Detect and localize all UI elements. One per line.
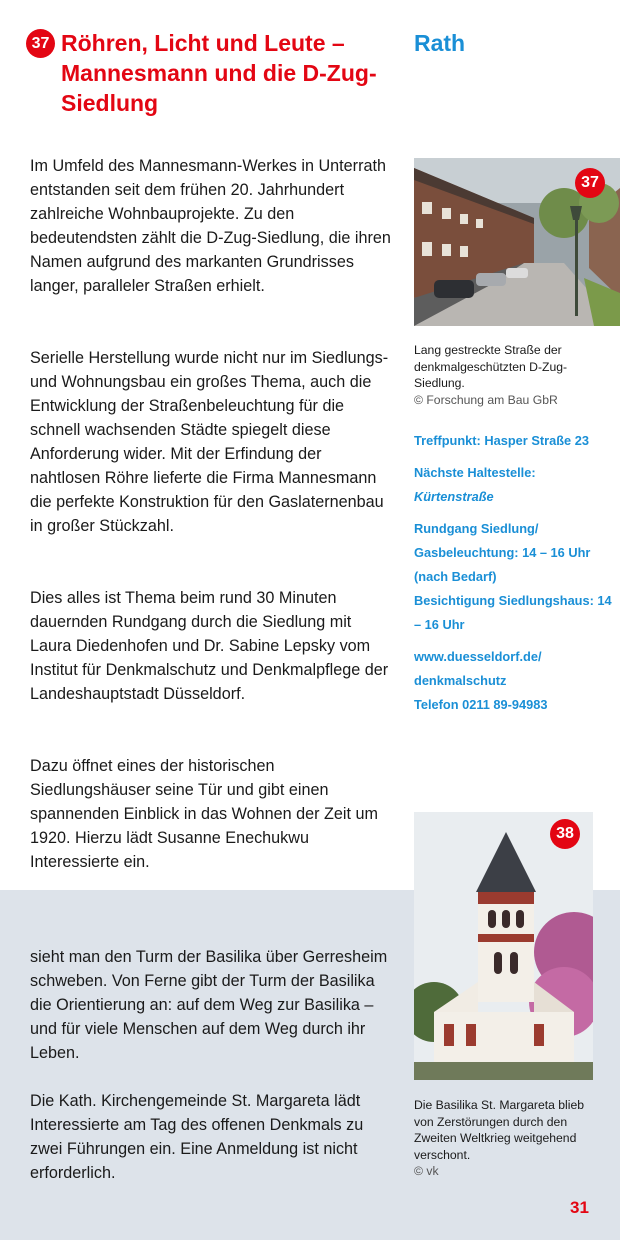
photo-badge-37: 37 [575,168,605,198]
caption-text: Lang gestreckte Straße der denkmalgeschützten D-Zug-Siedlung. [414,343,568,390]
tour-times: Rundgang Siedlung/ Gasbeleuchtung: 14 – 16 Uhr (nach Bedarf) [414,521,591,584]
meeting-point: Treffpunkt: Hasper Straße 23 [414,433,589,448]
body-paragraph-4: Dazu öffnet eines der historischen Siedlungshäuser seine Tür und gibt einen spannenden Einblick in das Wohnen der Zeit um 1920. Hierzu lädt Susanne Enechukwu Interessierte ein. [30,757,378,871]
site-number-badge: 37 [26,29,55,58]
basilica-photo-image [414,812,593,1080]
website-link[interactable]: www.duesseldorf.de/ denkmalschutz [414,649,542,688]
nearest-stop-name: Kürtenstraße [414,489,494,504]
body-paragraph-3: Dies alles ist Thema beim rund 30 Minuten dauernden Rundgang durch die Siedlung mit Laura Diedenhofen und Dr. Sabine Lepsky vom Institut für Denkmalschutz und Denkmalpflege der Landeshauptstadt Düsseldorf. [30,589,389,703]
photo-caption-37 [414,342,604,408]
page-number: 31 [570,1198,589,1217]
photo-credit: © vk [414,1164,439,1178]
body-paragraph-5: sieht man den Turm der Basilika über Gerresheim schweben. Von Ferne gibt der Turm der Basilika die Orientierung an: auf dem Weg zur Basilika – und für viele Menschen auf dem Weg durch ihr Leben. [30,948,388,1062]
street-photo [414,158,620,326]
nearest-stop-label: Nächste Haltestelle: [414,465,536,480]
page-title: Röhren, Licht und Leute – Mannesmann und die D-Zug-Siedlung [61,30,377,116]
photo-credit: © Forschung am Bau GbR [414,392,558,407]
photo-caption-38 [414,1097,599,1180]
basilica-photo [414,812,593,1080]
photo-badge-38: 38 [550,819,580,849]
visit-times: Besichtigung Siedlungshaus: 14 – 16 Uhr [414,593,612,632]
nearest-stop [414,461,614,509]
district-label: Rath [414,30,466,56]
body-paragraph-2: Serielle Herstellung wurde nicht nur im Siedlungs- und Wohnungsbau ein großes Thema, auch die Entwicklung der Straßenbeleuchtung für die schnell wachsenden Städte spiegelt diese Anforderung wider. Mit der Erfindung der nahtlosen Röhre lieferte die Firma Mannesmann die perfekte Konstruktion für den Gaslaternenbau in großer Stückzahl. [30,349,389,535]
caption-text: Die Basilika St. Margareta blieb von Zerstörungen durch den Zweiten Weltkrieg weitgehend verschont. [414,1098,585,1162]
body-paragraph-6: Die Kath. Kirchengemeinde St. Margareta lädt Interessierte am Tag des offenen Denkmals zu zwei Führungen ein. Eine Anmeldung ist nicht erforderlich. [30,1092,364,1182]
body-paragraph-1: Im Umfeld des Mannesmann-Werkes in Unterrath entstanden seit dem frühen 20. Jahrhundert zahlreiche Wohnbauprojekte. Zu den bedeutendsten zählt die D-Zug-Siedlung, die ihren Namen aufgrund des markanten Grundrisses langer, paralleler Straßen erhielt. [30,157,391,295]
phone-number[interactable]: Telefon 0211 89-94983 [414,697,548,712]
event-info [414,429,614,717]
